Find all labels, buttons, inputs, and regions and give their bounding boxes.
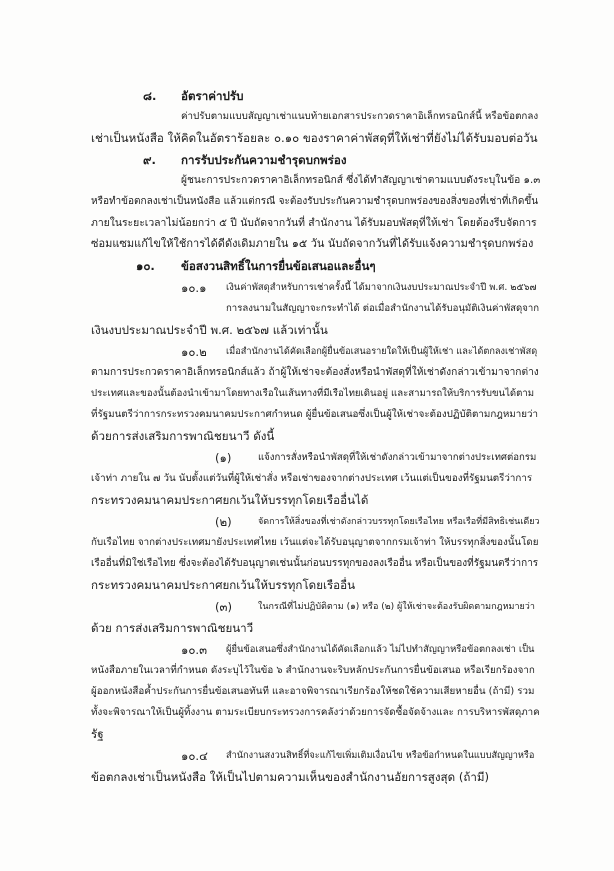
clause-10-2-line-3: ประเทศและของนั้นต้องนำเข้ามาโดยทางเรือในเส้นทางที่มีเรือไทยเดินอยู่ และสามารถให้บริการรับขนได้ตาม [91,388,535,399]
item-1-number: (๑) [215,451,232,465]
item-3-line-2: ด้วย การส่งเสริมการพาณิชยนาวี [91,621,254,635]
section-9-line-2: หรือทำข้อตกลงเช่าเป็นหนังสือ แล้วแต่กรณี จะต้องรับประกันความชำรุดบกพร่องของสิ่งของที่เช่าที่เกิดขึ้น [91,196,539,207]
item-2-number: (๒) [215,515,232,529]
clause-10-4-number: ๑๐.๔ [181,749,208,763]
clause-10-2-line-4: ที่รัฐมนตรีว่าการกระทรวงคมนาคมประกาศกำหนด ผู้ยื่นข้อเสนอซึ่งเป็นผู้ให้เช่าจะต้องปฏิบัติตามกฎหมายว่า [91,409,538,420]
clause-10-1-line-2: การลงนามในสัญญาจะกระทำได้ ต่อเมื่อสำนักงานได้รับอนุมัติเงินค่าพัสดุจาก [226,303,540,314]
section-8-line-2: เช่าเป็นหนังสือ ให้คิดในอัตราร้อยละ ๐.๑๐ ของราคาค่าพัสดุที่ให้เช่าที่ยังไม่ได้รับมอบต่อวัน [91,131,538,145]
section-10-heading: ข้อสงวนสิทธิ์ในการยื่นข้อเสนอและอื่นๆ [181,259,376,273]
section-9-line-3: ภายในระยะเวลาไม่น้อยกว่า ๕ ปี นับถัดจากวันที่ สำนักงาน ได้รับมอบพัสดุที่ให้เช่า โดยต้องรีบจัดการ [91,217,537,229]
section-8-number: ๘. [143,89,157,103]
item-2-line-4: กระทรวงคมนาคมประกาศยกเว้นให้บรรทุกโดยเรืออื่น [91,578,356,592]
item-1-line-3: กระทรวงคมนาคมประกาศยกเว้นให้บรรทุกโดยเรืออื่นได้ [91,493,369,507]
clause-10-3-number: ๑๐.๓ [181,643,208,657]
item-1-line-2: เจ้าท่า ภายใน ๗ วัน นับตั้งแต่วันที่ผู้ให้เช่าสั่ง หรือเช่าของจากต่างประเทศ เว้นแต่เป็นของที่รัฐมนตรีว่าการ [91,473,533,484]
section-9-heading: การรับประกันความชำรุดบกพร่อง [181,153,347,167]
item-2-line-1: จัดการให้สิ่งของที่เช่าดังกล่าวบรรทุกโดยเรือไทย หรือเรือที่มีสิทธิเช่นเดียว [258,517,540,527]
clause-10-2-number: ๑๐.๒ [181,345,207,359]
item-2-line-2: กับเรือไทย จากต่างประเทศมายังประเทศไทย เว้นแต่จะได้รับอนุญาตจากกรมเจ้าท่า ให้บรรทุกสิ่งของนั้นโดย [91,537,539,548]
item-2-line-3: เรืออื่นที่มิใช่เรือไทย ซึ่งจะต้องได้รับอนุญาตเช่นนั้นก่อนบรรทุกของลงเรืออื่น หรือเป็นของที่รัฐมนตรีว่าการ [91,558,539,569]
clause-10-3-line-3: ผู้ออกหนังสือค้ำประกันการยื่นข้อเสนอทันที และอาจพิจารณาเรียกร้องให้ชดใช้ความเสียหายอื่น (ถ้ามี) รวม [91,686,535,697]
clause-10-3-line-4: ทั้งจะพิจารณาให้เป็นผู้ทิ้งงาน ตามระเบียบกระทรวงการคลังว่าด้วยการจัดซื้อจัดจ้างและ การบริหารพัสดุภาค [91,707,540,718]
clause-10-2-line-2: ตามการประกวดราคาอิเล็กทรอนิกส์แล้ว ถ้าผู้ให้เช่าจะต้องสั่งหรือนำพัสดุที่ให้เช่าดังกล่าวเข้ามาจากต่าง [91,367,539,378]
section-8-line-1: ค่าปรับตามแบบสัญญาเช่าแนบท้ายเอกสารประกวดราคาอิเล็กทรอนิกส์นี้ หรือข้อตกลง [181,111,539,122]
section-10-number: ๑๐. [136,259,155,273]
clause-10-1-number: ๑๐.๑ [181,281,207,295]
clause-10-3-line-1: ผู้ยื่นข้อเสนอซึ่งสำนักงานได้คัดเลือกแล้ว ไม่ไปทำสัญญาหรือข้อตกลงเช่า เป็น [226,644,535,655]
section-9-line-4: ซ่อมแซมแก้ไขให้ใช้การได้ดีดังเดิมภายใน ๑๕ วัน นับถัดจากวันที่ได้รับแจ้งความชำรุดบกพร่อง [91,237,534,250]
clause-10-4-line-2: ข้อตกลงเช่าเป็นหนังสือ ให้เป็นไปตามความเห็นของสำนักงานอัยการสูงสุด (ถ้ามี) [91,770,490,784]
clause-10-2-line-1: เมื่อสำนักงานได้คัดเลือกผู้ยื่นข้อเสนอรายใดให้เป็นผู้ให้เช่า และได้ตกลงเช่าพัสดุ [226,346,538,357]
clause-10-4-line-1: สำนักงานสงวนสิทธิ์ที่จะแก้ไขเพิ่มเติมเงื่อนไข หรือข้อกำหนดในแบบสัญญาหรือ [226,750,535,761]
section-9-line-1: ผู้ชนะการประกวดราคาอิเล็กทรอนิกส์ ซึ่งได้ทำสัญญาเช่าตามแบบดังระบุในข้อ ๑.๓ [181,175,541,186]
item-1-line-1: แจ้งการสั่งหรือนำพัสดุที่ให้เช่าดังกล่าวเข้ามาจากต่างประเทศต่อกรม [258,452,537,463]
clause-10-3-line-5: รัฐ [91,727,104,741]
section-8-heading: อัตราค่าปรับ [181,89,244,103]
section-9-number: ๙. [143,153,156,167]
item-3-number: (๓) [215,600,232,614]
clause-10-2-line-5: ด้วยการส่งเสริมการพาณิชยนาวี ดังนี้ [91,429,275,443]
clause-10-1-line-3: เงินงบประมาณประจำปี พ.ศ. ๒๕๖๗ แล้วเท่านั้น [91,323,328,337]
clause-10-1-line-1: เงินค่าพัสดุสำหรับการเช่าครั้งนี้ ได้มาจากเงินงบประมาณประจำปี พ.ศ. ๒๕๖๗ [226,282,537,293]
clause-10-3-line-2: หนังสือภายในเวลาที่กำหนด ดังระบุไว้ในข้อ ๖ สำนักงานจะริบหลักประกันการยื่นข้อเสนอ หรือเรียกร้องจาก [91,665,535,676]
item-3-line-1: ในกรณีที่ไม่ปฏิบัติตาม (๑) หรือ (๒) ผู้ให้เช่าจะต้องรับผิดตามกฎหมายว่า [258,602,535,612]
